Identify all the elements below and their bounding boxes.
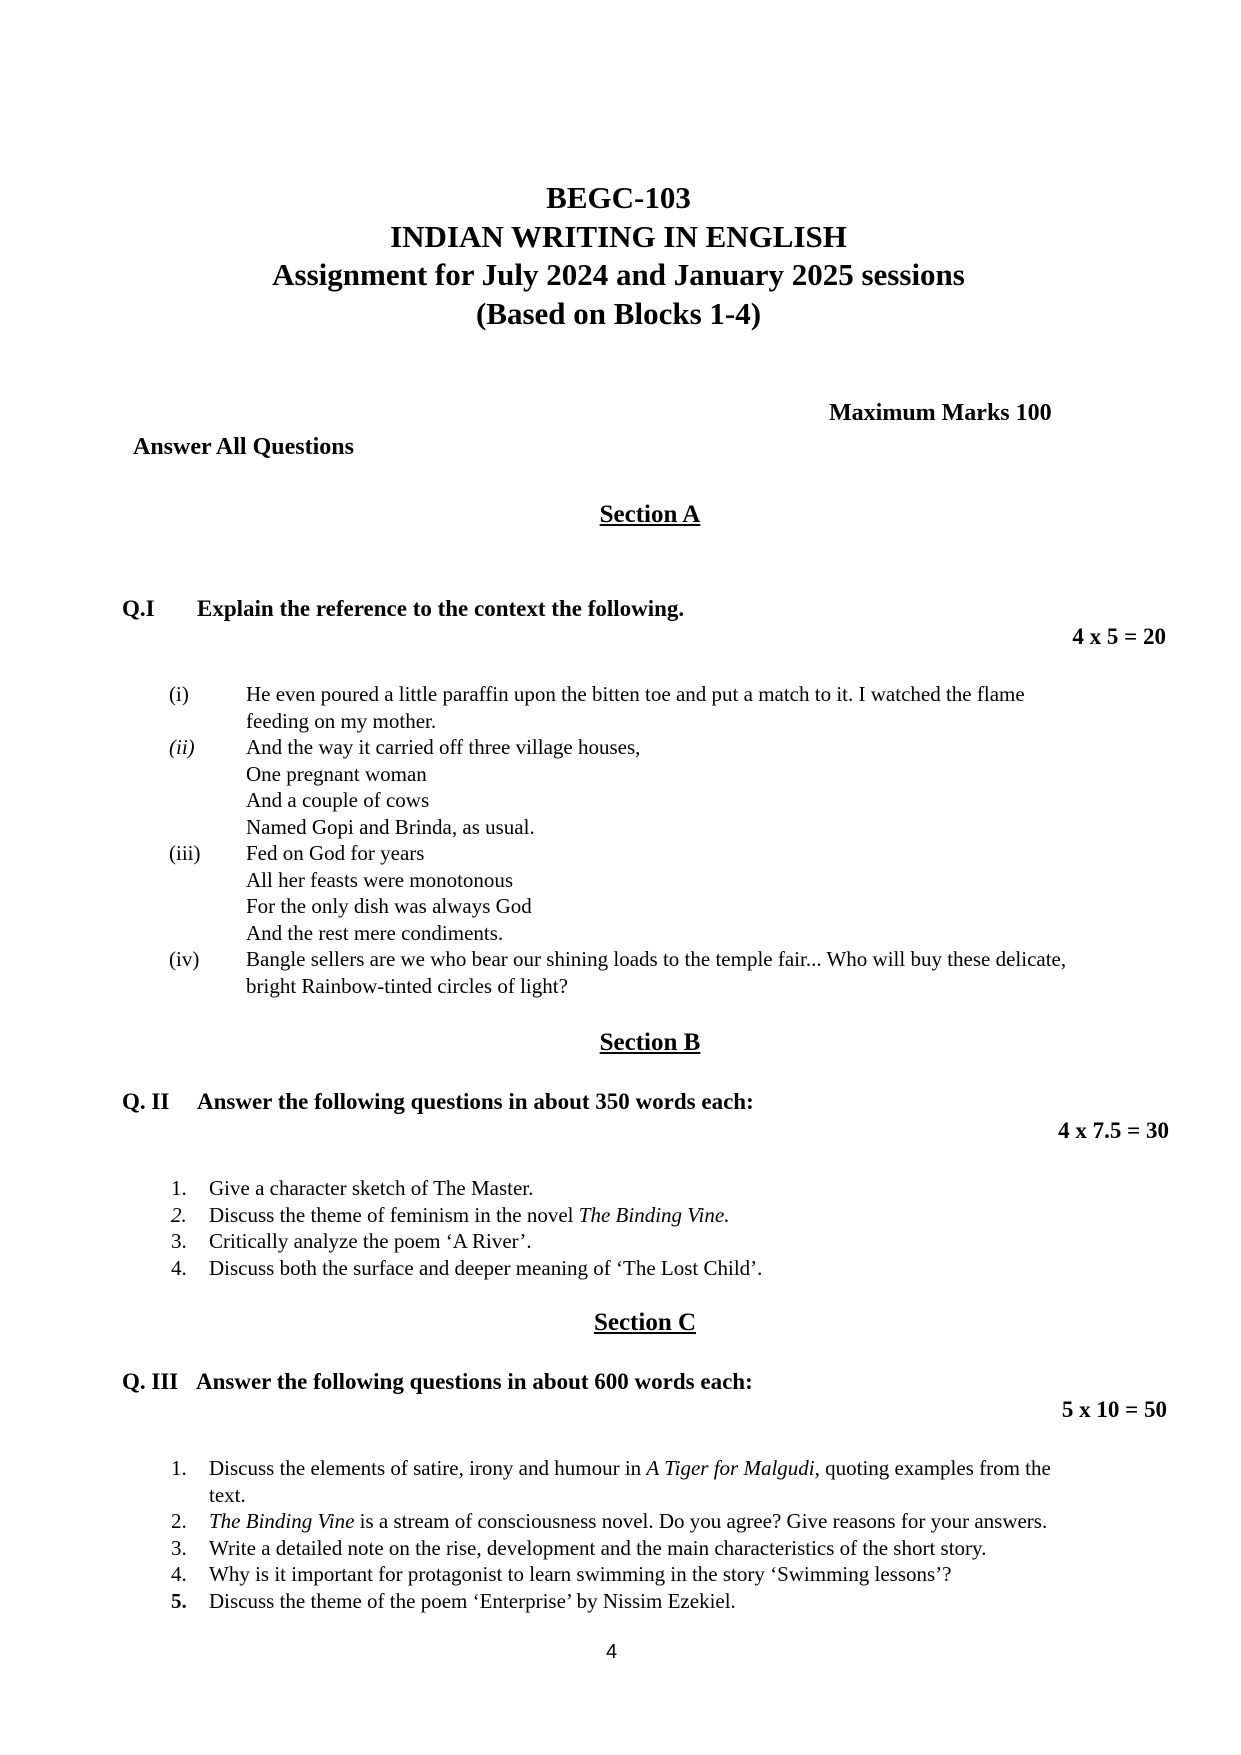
context-item — [169, 840, 1066, 946]
item-number: 1. — [171, 1176, 187, 1200]
question-marks: 4 x 5 = 20 — [1072, 624, 1166, 649]
question-item — [171, 1228, 762, 1255]
passage-line: All her feasts were monotonous — [246, 867, 514, 892]
question-item — [171, 1588, 1051, 1615]
text-part: Discuss both the surface and deeper meaning of ‘The Lost Child’. — [209, 1255, 763, 1280]
course-title: INDIAN WRITING IN ENGLISH — [390, 219, 847, 254]
section-c-items — [171, 1455, 1051, 1614]
passage-line: And the way it carried off three village houses, — [246, 735, 641, 759]
passage-line: Bangle sellers are we who bear our shining loads to the temple fair... Who will buy these delicate, — [246, 947, 1067, 971]
passage-line: He even poured a little paraffin upon the bitten toe and put a match to it. I watched the flame — [246, 682, 1025, 706]
item-text — [209, 1228, 532, 1255]
question-label: Q.I — [122, 596, 155, 621]
item-number: 2. — [171, 1202, 187, 1227]
instruction: Answer All Questions — [133, 434, 354, 460]
question-item — [171, 1202, 762, 1229]
item-number: 1. — [171, 1456, 187, 1480]
passage-line: feeding on my mother. — [246, 708, 437, 733]
question-item — [171, 1175, 762, 1202]
question-marks: 4 x 7.5 = 30 — [1058, 1118, 1169, 1143]
item-passage — [246, 681, 1025, 734]
item-number: (i) — [169, 682, 189, 706]
item-number: 5. — [171, 1588, 187, 1613]
passage-line: For the only dish was always God — [246, 894, 532, 918]
item-passage — [246, 840, 532, 946]
section-b-items — [171, 1175, 762, 1281]
item-text — [209, 1202, 729, 1229]
text-part: Write a detailed note on the rise, development and the main characteristics of the short story. — [209, 1535, 987, 1560]
item-number: 3. — [171, 1229, 187, 1253]
work-title: The Binding Vine — [209, 1509, 355, 1533]
question-text: Explain the reference to the context the following. — [197, 596, 685, 621]
item-number: 3. — [171, 1535, 187, 1560]
section-a-items — [169, 681, 1066, 999]
question-item — [171, 1561, 1051, 1588]
item-passage — [246, 734, 640, 840]
question-item — [171, 1508, 1051, 1535]
question-label: Q. III — [122, 1369, 179, 1394]
text-part: Give a character sketch of The Master. — [209, 1176, 534, 1200]
passage-line: One pregnant woman — [246, 761, 427, 786]
text-part: text. — [209, 1482, 246, 1507]
assignment-title: Assignment for July 2024 and January 2025 sessions — [272, 257, 965, 292]
passage-line: Named Gopi and Brinda, as usual. — [246, 814, 535, 839]
section-a-title: Section A — [599, 501, 701, 528]
item-number: (iii) — [169, 841, 201, 865]
item-text — [209, 1255, 762, 1282]
work-title: A Tiger for Malgudi, — [646, 1456, 820, 1480]
context-item — [169, 681, 1066, 734]
maximum-marks: Maximum Marks 100 — [829, 400, 1052, 426]
text-part: Discuss the theme of the poem ‘Enterprise’ by Nissim Ezekiel. — [209, 1588, 736, 1613]
text-part: Discuss the theme of feminism in the novel — [209, 1202, 579, 1227]
text-part: Why is it important for protagonist to learn swimming in the story ‘Swimming lessons’? — [209, 1562, 952, 1586]
passage-line: And the rest mere condiments. — [246, 920, 504, 945]
passage-line: Fed on God for years — [246, 841, 425, 865]
text-part: Discuss the elements of satire, irony and humour in — [209, 1456, 647, 1480]
item-passage — [246, 946, 1066, 999]
item-number: 2. — [171, 1509, 187, 1533]
item-text — [209, 1535, 986, 1562]
question-marks: 5 x 10 = 50 — [1061, 1397, 1167, 1422]
item-number: (ii) — [169, 735, 195, 759]
page-number: 4 — [606, 1641, 618, 1663]
question-label: Q. II — [122, 1089, 170, 1114]
item-number: 4. — [171, 1255, 187, 1280]
text-part: quoting examples from the — [819, 1456, 1051, 1480]
question-item — [171, 1455, 1051, 1508]
question-item — [171, 1255, 762, 1282]
work-title: The Binding Vine. — [578, 1202, 730, 1227]
text-part: is a stream of consciousness novel. Do you agree? Give reasons for your answers. — [354, 1509, 1048, 1533]
question-text: Answer the following questions in about 350 words each: — [197, 1089, 754, 1114]
question-item — [171, 1535, 1051, 1562]
item-number: (iv) — [169, 947, 200, 971]
passage-line: And a couple of cows — [246, 788, 430, 812]
item-text — [209, 1508, 1047, 1535]
blocks-note: (Based on Blocks 1-4) — [475, 296, 762, 331]
item-text — [209, 1175, 533, 1202]
item-number: 4. — [171, 1562, 187, 1586]
section-b-title: Section B — [599, 1029, 701, 1056]
context-item — [169, 734, 1066, 840]
course-code: BEGC-103 — [546, 180, 691, 215]
question-text: Answer the following questions in about 600 words each: — [196, 1369, 753, 1394]
item-text — [209, 1561, 952, 1588]
text-part: Critically analyze the poem ‘A River’. — [209, 1229, 532, 1253]
item-text — [209, 1588, 736, 1615]
section-c-title: Section C — [593, 1309, 697, 1336]
item-text — [209, 1455, 1051, 1508]
context-item — [169, 946, 1066, 999]
passage-line: bright Rainbow-tinted circles of light? — [246, 973, 568, 998]
